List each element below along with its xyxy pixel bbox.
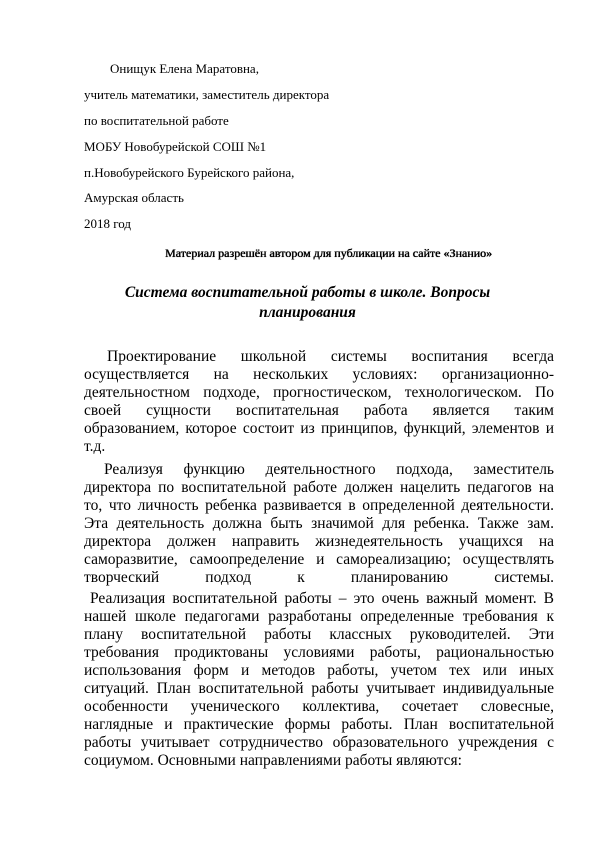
body-line: деятельностном подходе, прогностическом, технологическом. По <box>84 384 554 401</box>
author-year: 2018 год <box>84 216 131 231</box>
body-line: осуществляется на нескольких условиях: организационно- <box>84 366 554 383</box>
document-title-cont: планирования <box>259 304 356 321</box>
author-position-cont: по воспитательной работе <box>84 113 229 128</box>
body-line: Эта деятельность должна быть значимой для ребенка. Также зам. <box>84 515 554 532</box>
body-line: то, что личность ребенка развивается в определенной деятельности. <box>84 497 554 514</box>
publication-notice: Материал разрешён автором для публикации на сайте «Знанио» <box>164 246 493 260</box>
author-settlement: п.Новобурейского Бурейского района, <box>84 165 295 180</box>
body-line: использования форм и методов работы, учетом тех или иных <box>84 662 554 679</box>
document-title: Система воспитательной работы в школе. Вопросы <box>124 284 491 301</box>
author-region: Амурская область <box>84 190 184 205</box>
body-line: Реализация воспитательной работы – это очень важный момент. В <box>90 590 554 607</box>
body-line: нашей школе педагогами разработаны определенные требования к <box>84 608 554 625</box>
body-line: Проектирование школьной системы воспитания всегда <box>107 348 554 365</box>
body-line: творческий подход к планированию системы. <box>84 569 554 586</box>
body-line: социумом. Основными направлениями работы являются: <box>84 752 462 769</box>
body-line: плану воспитательной работы классных руководителей. Эти <box>84 626 554 643</box>
body-line: саморазвитие, самоопределение и самореализацию; осуществлять <box>84 551 554 568</box>
author-school: МОБУ Новобурейской СОШ №1 <box>84 139 267 154</box>
body-line: директора должен направить жизнедеятельность учащихся на <box>84 533 554 550</box>
body-line: работы учитывает сотрудничество образовательного учреждения с <box>84 734 554 751</box>
body-line: т.д. <box>84 438 106 455</box>
body-line: своей сущности воспитательная работа является таким <box>84 402 554 419</box>
body-line: директора по воспитательной работе должен нацелить педагогов на <box>84 479 554 496</box>
body-line: особенности ученического коллектива, сочетает словесные, <box>84 698 554 715</box>
body-line: требования продиктованы условиями работы, рациональностью <box>84 644 554 661</box>
body-line: Реализуя функцию деятельностного подхода, заместитель <box>104 461 554 478</box>
author-name: Онищук Елена Маратовна, <box>110 61 259 76</box>
body-line: ситуаций. План воспитательной работы учитывает индивидуальные <box>84 680 554 697</box>
body-line: наглядные и практические формы работы. План воспитательной <box>84 716 554 733</box>
author-position: учитель математики, заместитель директора <box>84 87 330 102</box>
body-line: образованием, которое состоит из принципов, функций, элементов и <box>84 420 554 437</box>
